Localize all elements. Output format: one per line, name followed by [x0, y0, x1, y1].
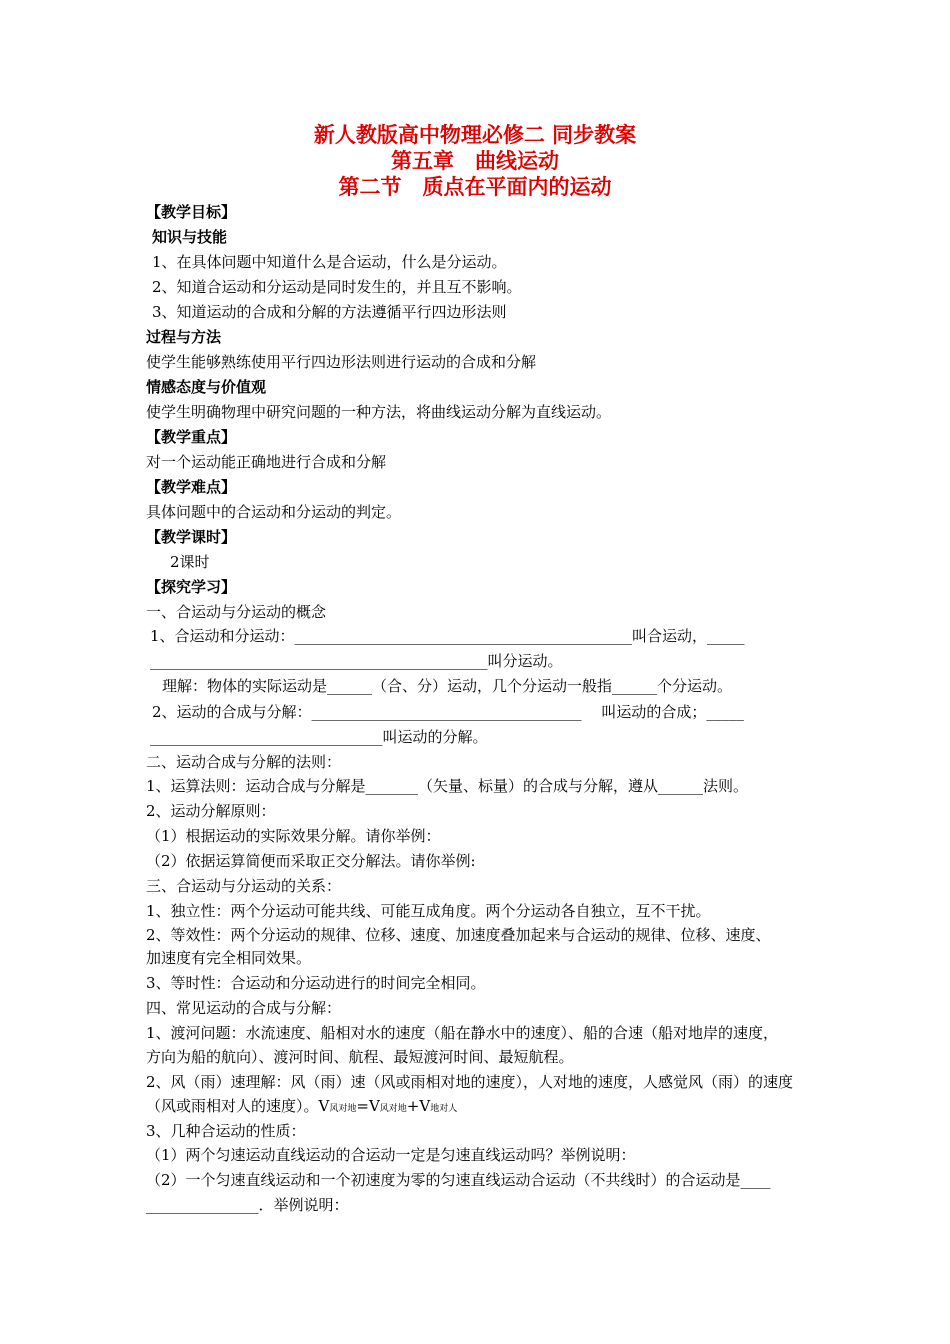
- knowledge-heading: 知识与技能: [152, 228, 228, 246]
- section-3-item-1: 1、独立性：两个分运动可能共线、可能互成角度。两个分运动各自独立，互不干扰。: [146, 902, 711, 920]
- section-2-heading: 二、运动合成与分解的法则：: [146, 753, 342, 771]
- section-1-understanding: 理解：物体的实际运动是______（合、分）运动，几个分运动一般指______个分运动。: [162, 677, 733, 695]
- attitude-text: 使学生明确物理中研究问题的一种方法，将曲线运动分解为直线运动。: [146, 403, 612, 421]
- knowledge-item-1: 1、在具体问题中知道什么是合运动，什么是分运动。: [152, 253, 507, 271]
- section-4-item-2-text: （风或雨相对人的速度）。: [146, 1097, 319, 1115]
- key-point-heading: 【教学重点】: [146, 428, 237, 446]
- section-2-item-2-2: （2）依据运算简便而采取正交分解法。请你举例:: [146, 852, 476, 870]
- process-heading: 过程与方法: [146, 328, 222, 346]
- attitude-heading: 情感态度与价值观: [146, 378, 267, 396]
- title-line-1: 新人教版高中物理必修二 同步教案: [313, 123, 637, 147]
- objectives-heading: 【教学目标】: [146, 203, 237, 221]
- inquiry-heading: 【探究学习】: [146, 578, 237, 596]
- section-4-item-3: 3、几种合运动的性质：: [146, 1122, 306, 1140]
- section-2-item-1: 1、运算法则：运动合成与分解是_______（矢量、标量）的合成与分解，遵从______法则。: [146, 777, 749, 795]
- key-point-text: 对一个运动能正确地进行合成和分解: [146, 453, 387, 471]
- difficulty-text: 具体问题中的合运动和分运动的判定。: [146, 503, 402, 521]
- hours-heading: 【教学课时】: [146, 528, 237, 546]
- section-4-item-3-1: （1）两个匀速运动直线运动的合运动一定是匀速直线运动吗？举例说明：: [146, 1146, 636, 1164]
- section-1-item-2-line-1: 2、运动的合成与分解：____________________________________ 叫运动的合成；_____: [152, 703, 744, 721]
- knowledge-item-3: 3、知道运动的合成和分解的方法遵循平行四边形法则: [152, 303, 507, 321]
- section-1-heading: 一、合运动与分运动的概念: [146, 603, 327, 621]
- section-4-item-2-line-2: [146, 1094, 457, 1121]
- section-1-item-1-line-2: _____________________________________________叫分运动。: [150, 652, 563, 670]
- title-line-3: 第二节 质点在平面内的运动: [338, 175, 612, 199]
- section-4-item-3-2-line-2: _______________．举例说明：: [146, 1196, 349, 1214]
- section-2-item-2-1: （1）根据运动的实际效果分解。请你举例：: [146, 827, 441, 845]
- section-1-item-2-line-2: _______________________________叫运动的分解。: [150, 728, 488, 746]
- section-2-item-2: 2、运动分解原则：: [146, 802, 276, 820]
- difficulty-heading: 【教学难点】: [146, 478, 237, 496]
- process-text: 使学生能够熟练使用平行四边形法则进行运动的合成和分解: [146, 353, 537, 371]
- section-3-item-3: 3、等时性：合运动和分运动进行的时间完全相同。: [146, 974, 486, 992]
- section-3-item-2-line-1: 2、等效性：两个分运动的规律、位移、速度、加速度叠加起来与合运动的规律、位移、速度、: [146, 926, 771, 944]
- section-4-item-3-2-line-1: （2）一个匀速直线运动和一个初速度为零的匀速直线运动合运动（不共线时）的合运动是____: [146, 1171, 771, 1189]
- title-line-2: 第五章 曲线运动: [391, 149, 559, 173]
- hours-text: 2课时: [170, 553, 210, 571]
- section-1-item-1-line-1: 1、合运动和分运动：_____________________________________________叫合运动，_____: [150, 627, 745, 645]
- knowledge-item-2: 2、知道合运动和分运动是同时发生的，并且互不影响。: [152, 278, 522, 296]
- section-4-item-1-line-1: 1、渡河问题：水流速度、船相对水的速度（船在静水中的速度）、船的合速（船对地岸的速度，: [146, 1024, 779, 1042]
- section-3-item-2-line-2: 加速度有完全相同效果。: [146, 949, 312, 967]
- velocity-formula: V风对地=V风对地+V地对人: [318, 1097, 458, 1115]
- section-4-item-2-line-1: 2、风（雨）速理解：风（雨）速（风或雨相对地的速度），人对地的速度，人感觉风（雨）的速度: [146, 1073, 794, 1091]
- section-3-heading: 三、合运动与分运动的关系：: [146, 877, 342, 895]
- section-4-heading: 四、常见运动的合成与分解：: [146, 999, 342, 1017]
- section-4-item-1-line-2: 方向为船的航向）、渡河时间、航程、最短渡河时间、最短航程。: [146, 1048, 574, 1066]
